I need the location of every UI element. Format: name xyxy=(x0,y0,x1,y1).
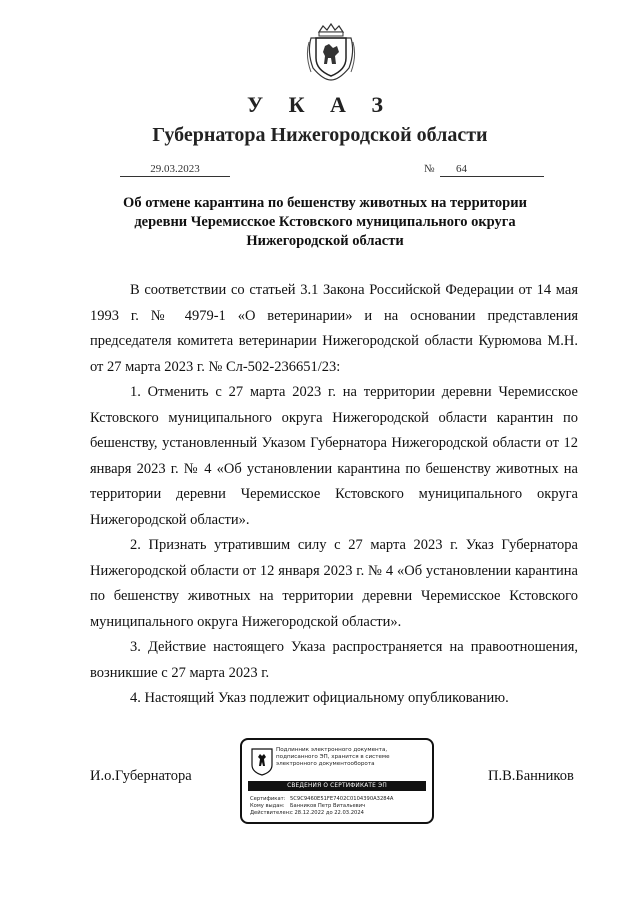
stamp-validity-value: с 28.12.2022 до 22.03.2024 xyxy=(290,810,364,816)
stamp-validity-label: Действителен: xyxy=(250,810,291,816)
item-paragraph: 1. Отменить с 27 марта 2023 г. на территории деревни Черемисское Кстовского муниципального округа Нижегородской области карантин по бешенству, установленный Указом Губернатора Нижегородской области от 12 января 2023 г. № 4 «Об установлении карантина по бешенству животных на территории деревни Черемисское Кстовского муниципального округа Нижегородской области». xyxy=(90,384,578,528)
item-paragraph: 4. Настоящий Указ подлежит официальному опубликованию. xyxy=(130,690,509,706)
stamp-certificate-value: 5C9C9460E51FE7402C0104390A3284A xyxy=(290,796,394,802)
stamp-owner-row xyxy=(250,803,365,810)
heading-line: Нижегородской области xyxy=(246,233,404,249)
signer-position: И.о.Губернатора xyxy=(90,768,192,784)
preamble-paragraph: В соответствии со статьей 3.1 Закона Российской Федерации от 14 мая 1993 г. № 4979-1 «О ветеринарии» и на основании представления председателя комитета ветеринарии Нижегородской области Курюмова М.Н. от 27 марта 2023 г. № Сл-502-236651/23: xyxy=(90,282,578,375)
document-number: 64 xyxy=(440,162,544,177)
stamp-owner-label: Кому выдан: xyxy=(250,803,285,809)
stamp-validity-row xyxy=(250,810,364,817)
stamp-certificate-row xyxy=(250,796,393,803)
issuer-title: Губернатора Нижегородской области xyxy=(152,124,488,146)
document-heading xyxy=(90,194,560,251)
stamp-note: Подлинник электронного документа, подписанного ЭП, хранится в системе электронного документооборота xyxy=(276,747,390,767)
document-date: 29.03.2023 xyxy=(120,162,230,177)
stamp-owner-value: Банников Петр Витальевич xyxy=(290,803,366,809)
electronic-signature-stamp xyxy=(240,738,434,824)
coat-of-arms-icon xyxy=(305,22,357,82)
deer-emblem-icon xyxy=(251,748,273,776)
stamp-certificate-label: Сертификат: xyxy=(250,796,286,802)
item-paragraph: 2. Признать утратившим силу с 27 марта 2023 г. Указ Губернатора Нижегородской области от 12 января 2023 г. № 4 «Об установлении карантина по бешенству животных на территории деревни Черемисское Кстовского муниципального округа Нижегородской области». xyxy=(90,537,578,630)
item-paragraph: 3. Действие настоящего Указа распространяется на правоотношения, возникшие с 27 марта 2023 г. xyxy=(90,639,578,681)
document-body xyxy=(90,278,578,712)
signer-name: П.В.Банников xyxy=(488,768,574,784)
stamp-certificate-title: СВЕДЕНИЯ О СЕРТИФИКАТЕ ЭП xyxy=(248,781,426,791)
document-type-title: У К А З xyxy=(246,92,394,117)
heading-line: Об отмене карантина по бешенству животных на территории xyxy=(123,195,527,211)
heading-line: деревни Черемисское Кстовского муниципального округа xyxy=(134,214,516,230)
number-label: № xyxy=(424,163,435,175)
